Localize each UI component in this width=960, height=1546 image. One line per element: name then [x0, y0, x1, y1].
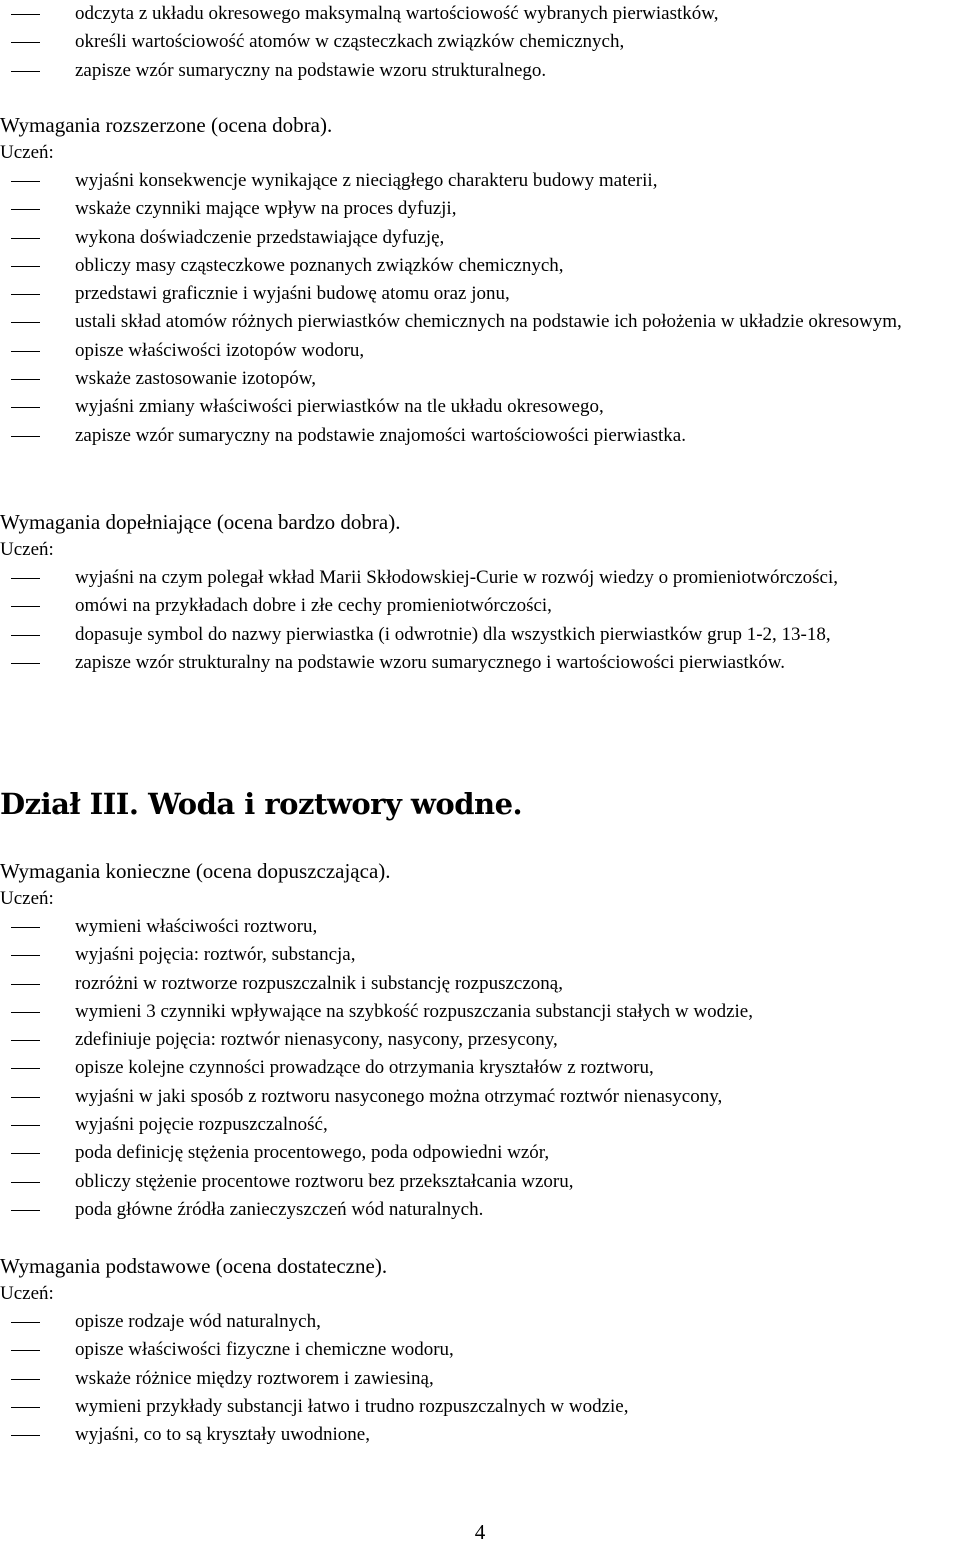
list-item: wykona doświadczenie przedstawiające dyfuzję, [0, 224, 958, 252]
dash-bullet-icon [11, 0, 40, 28]
dash-bullet-icon [11, 1083, 40, 1111]
list-item: wyjaśni konsekwencje wynikające z nieciągłego charakteru budowy materii, [0, 167, 958, 195]
dash-bullet-icon [11, 393, 40, 421]
requirements-list [0, 564, 958, 677]
student-label: Uczeń: [0, 539, 54, 560]
list-item: poda definicję stężenia procentowego, poda odpowiedni wzór, [0, 1139, 958, 1167]
list-item: wymieni właściwości roztworu, [0, 913, 958, 941]
list-item: zapisze wzór strukturalny na podstawie wzoru sumarycznego i wartościowości pierwiastków. [0, 649, 958, 677]
list-item: wyjaśni, co to są kryształy uwodnione, [0, 1421, 958, 1449]
section-grade: (ocena dopuszczająca). [195, 859, 391, 883]
requirements-list [0, 1308, 958, 1449]
list-item: wymieni przykłady substancji łatwo i trudno rozpuszczalnych w wodzie, [0, 1393, 958, 1421]
dash-bullet-icon [11, 1421, 40, 1449]
requirements-list [0, 167, 958, 450]
list-item: obliczy stężenie procentowe roztworu bez przekształcania wzoru, [0, 1168, 958, 1196]
page-number: 4 [474, 1520, 486, 1544]
list-item: wskaże zastosowanie izotopów, [0, 365, 958, 393]
dash-bullet-icon [11, 913, 40, 941]
dash-bullet-icon [11, 1196, 40, 1224]
list-item: wyjaśni pojęcia: roztwór, substancja, [0, 941, 958, 969]
student-label: Uczeń: [0, 888, 54, 909]
student-label: Uczeń: [0, 142, 54, 163]
dash-bullet-icon [11, 649, 40, 677]
dash-bullet-icon [11, 1336, 40, 1364]
section-extended [0, 111, 958, 450]
section-grade: (ocena dostateczne). [215, 1254, 388, 1278]
dash-bullet-icon [11, 1308, 40, 1336]
dash-bullet-icon [11, 1139, 40, 1167]
section-title: Wymagania rozszerzone [0, 113, 206, 137]
list-item: omówi na przykładach dobre i złe cechy promieniotwórczości, [0, 592, 958, 620]
list-item: zdefiniuje pojęcia: roztwór nienasycony, nasycony, przesycony, [0, 1026, 958, 1054]
list-item: rozróżni w roztworze rozpuszczalnik i substancję rozpuszczoną, [0, 970, 958, 998]
requirements-list [0, 913, 958, 1224]
dash-bullet-icon [11, 1026, 40, 1054]
dash-bullet-icon [11, 252, 40, 280]
list-item: wskaże czynniki mające wpływ na proces dyfuzji, [0, 195, 958, 223]
dash-bullet-icon [11, 337, 40, 365]
list-item: wyjaśni pojęcie rozpuszczalność, [0, 1111, 958, 1139]
dash-bullet-icon [11, 1168, 40, 1196]
list-item: wymieni 3 czynniki wpływające na szybkość rozpuszczania substancji stałych w wodzie, [0, 998, 958, 1026]
dash-bullet-icon [11, 28, 40, 56]
dash-bullet-icon [11, 970, 40, 998]
top-list-block [0, 0, 958, 85]
list-item: opisze kolejne czynności prowadzące do otrzymania kryształów z roztworu, [0, 1054, 958, 1082]
list-item: wskaże różnice między roztworem i zawiesiną, [0, 1365, 958, 1393]
section-heading [0, 111, 958, 139]
top-list [0, 0, 958, 85]
dash-bullet-icon [11, 941, 40, 969]
dash-bullet-icon [11, 564, 40, 592]
section-heading [0, 1252, 958, 1280]
section-title: Wymagania podstawowe [0, 1254, 211, 1278]
dash-bullet-icon [11, 195, 40, 223]
section-complementary [0, 508, 958, 677]
list-item: zapisze wzór sumaryczny na podstawie znajomości wartościowości pierwiastka. [0, 422, 958, 450]
dash-bullet-icon [11, 365, 40, 393]
dash-bullet-icon [11, 621, 40, 649]
list-item: dopasuje symbol do nazwy pierwiastka (i odwrotnie) dla wszystkich pierwiastków grup 1-2, 13-18, [0, 621, 958, 649]
dash-bullet-icon [11, 998, 40, 1026]
list-item: zapisze wzór sumaryczny na podstawie wzoru strukturalnego. [0, 57, 958, 85]
list-item: opisze właściwości fizyczne i chemiczne wodoru, [0, 1336, 958, 1364]
section-title: Wymagania konieczne [0, 859, 191, 883]
section-heading [0, 857, 958, 885]
dash-bullet-icon [11, 167, 40, 195]
student-label: Uczeń: [0, 1283, 54, 1304]
dash-bullet-icon [11, 224, 40, 252]
list-item: ustali skład atomów różnych pierwiastków chemicznych na podstawie ich położenia w układzie okresowym, [0, 308, 958, 336]
dash-bullet-icon [11, 1393, 40, 1421]
dash-bullet-icon [11, 592, 40, 620]
list-item: wyjaśni na czym polegał wkład Marii Skłodowskiej-Curie w rozwój wiedzy o promieniotwórczości, [0, 564, 958, 592]
dash-bullet-icon [11, 422, 40, 450]
division-heading: Dział III. Woda i roztwory wodne. [0, 787, 523, 821]
list-item: opisze rodzaje wód naturalnych, [0, 1308, 958, 1336]
list-item: odczyta z układu okresowego maksymalną wartościowość wybranych pierwiastków, [0, 0, 958, 28]
dash-bullet-icon [11, 1054, 40, 1082]
dash-bullet-icon [11, 57, 40, 85]
list-item: opisze właściwości izotopów wodoru, [0, 337, 958, 365]
dash-bullet-icon [11, 1365, 40, 1393]
list-item: określi wartościowość atomów w cząsteczkach związków chemicznych, [0, 28, 958, 56]
section-heading [0, 508, 958, 536]
list-item: poda główne źródła zanieczyszczeń wód naturalnych. [0, 1196, 958, 1224]
list-item: obliczy masy cząsteczkowe poznanych związków chemicznych, [0, 252, 958, 280]
list-item: przedstawi graficznie i wyjaśni budowę atomu oraz jonu, [0, 280, 958, 308]
section-grade: (ocena dobra). [210, 113, 333, 137]
section-basic [0, 1252, 958, 1449]
dash-bullet-icon [11, 1111, 40, 1139]
section-title: Wymagania dopełniające [0, 510, 212, 534]
list-item: wyjaśni zmiany właściwości pierwiastków na tle układu okresowego, [0, 393, 958, 421]
dash-bullet-icon [11, 280, 40, 308]
section-grade: (ocena bardzo dobra). [216, 510, 401, 534]
dash-bullet-icon [11, 308, 40, 336]
section-necessary [0, 857, 958, 1224]
list-item: wyjaśni w jaki sposób z roztworu nasyconego można otrzymać roztwór nienasycony, [0, 1083, 958, 1111]
